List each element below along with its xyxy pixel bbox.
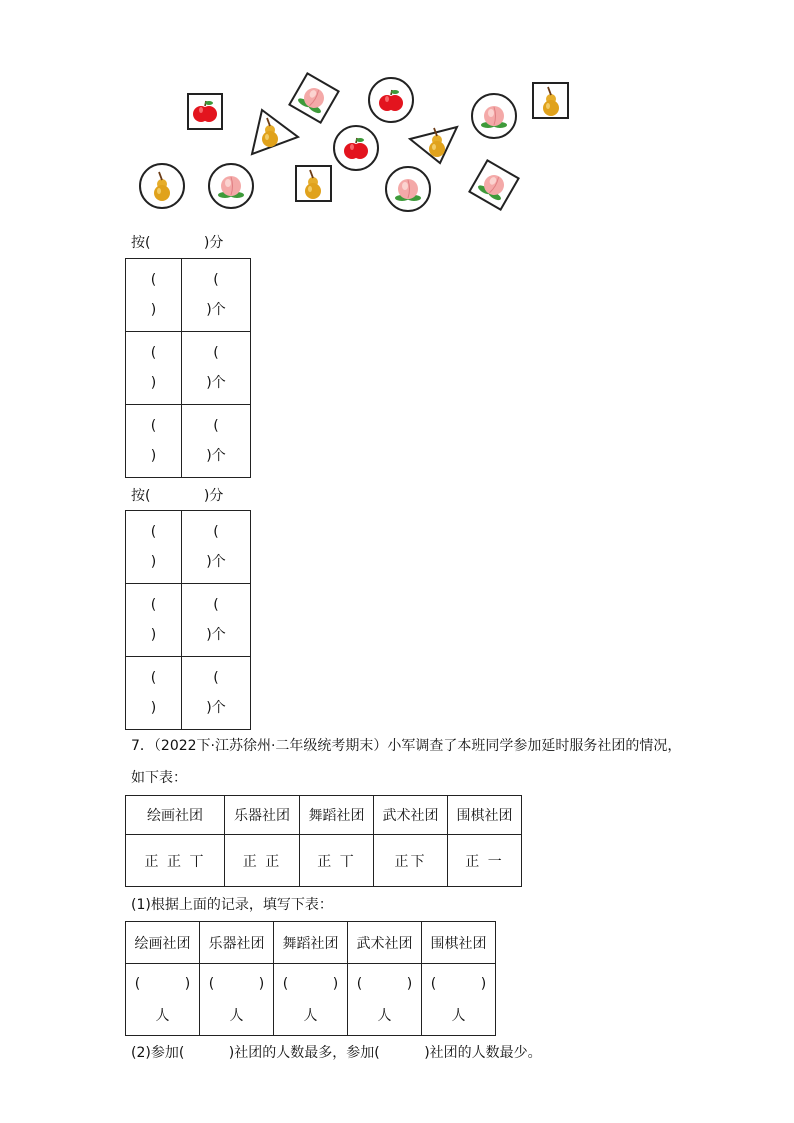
shape-circle — [369, 78, 413, 122]
blank-cell[interactable]: ( ) — [126, 657, 182, 730]
count-cell[interactable]: ( )个 — [182, 332, 251, 405]
table-row — [126, 835, 522, 887]
answer-cell[interactable]: ( ) 人 — [200, 964, 274, 1036]
count-cell[interactable]: ( )个 — [182, 511, 251, 584]
table-row — [126, 511, 251, 584]
shape-circle — [334, 126, 378, 170]
club-name: 围棋社团 — [422, 922, 496, 964]
shape-circle — [209, 164, 253, 208]
shape-square — [289, 73, 338, 122]
count-cell[interactable]: ( )个 — [182, 584, 251, 657]
tally-marks: 正下 — [374, 835, 448, 887]
tally-marks: 正 正 — [225, 835, 300, 887]
table-row — [126, 964, 496, 1036]
sort1-table — [125, 258, 251, 478]
question-7-part2: (2)参加( )社团的人数最多，参加( )社团的人数最少。 — [131, 1045, 542, 1061]
count-cell[interactable]: ( )个 — [182, 259, 251, 332]
tally-marks: 正 丅 — [300, 835, 374, 887]
question-7-text-cont: 如下表： — [131, 770, 187, 786]
sort1-heading: 按( )分 — [131, 235, 224, 251]
club-name: 武术社团 — [348, 922, 422, 964]
sort2-heading: 按( )分 — [131, 488, 224, 504]
table-row — [126, 405, 251, 478]
fruit-figure — [0, 0, 794, 230]
club-name: 武术社团 — [374, 796, 448, 835]
answer-cell[interactable]: ( ) 人 — [126, 964, 200, 1036]
answer-cell[interactable]: ( ) 人 — [422, 964, 496, 1036]
count-cell[interactable]: ( )个 — [182, 405, 251, 478]
table-row — [126, 796, 522, 835]
club-name: 乐器社团 — [225, 796, 300, 835]
table-row — [126, 259, 251, 332]
shape-square — [469, 160, 518, 209]
question-7-part1: (1)根据上面的记录，填写下表： — [131, 897, 333, 913]
sort2-table — [125, 510, 251, 730]
club-name: 乐器社团 — [200, 922, 274, 964]
count-cell[interactable]: ( )个 — [182, 657, 251, 730]
blank-cell[interactable]: ( ) — [126, 511, 182, 584]
shape-square — [188, 94, 222, 129]
answer-cell[interactable]: ( ) 人 — [348, 964, 422, 1036]
table-row — [126, 657, 251, 730]
club-name: 舞蹈社团 — [300, 796, 374, 835]
table-row — [126, 584, 251, 657]
club-name: 绘画社团 — [126, 796, 225, 835]
club-name: 绘画社团 — [126, 922, 200, 964]
tally-table — [125, 795, 522, 887]
club-name: 舞蹈社团 — [274, 922, 348, 964]
table-row — [126, 332, 251, 405]
shape-triangle — [252, 110, 298, 154]
blank-cell[interactable]: ( ) — [126, 259, 182, 332]
shape-circle — [140, 164, 184, 208]
shape-triangle — [410, 127, 457, 163]
fill-table — [125, 921, 496, 1036]
table-row — [126, 922, 496, 964]
shape-square — [533, 83, 568, 118]
answer-cell[interactable]: ( ) 人 — [274, 964, 348, 1036]
blank-cell[interactable]: ( ) — [126, 332, 182, 405]
shape-circle — [472, 94, 516, 138]
tally-marks: 正 一 — [448, 835, 522, 887]
question-7-text: 7．（2022下·江苏徐州·二年级统考期末）小军调查了本班同学参加延时服务社团的情况， — [131, 738, 682, 754]
blank-cell[interactable]: ( ) — [126, 584, 182, 657]
club-name: 围棋社团 — [448, 796, 522, 835]
blank-cell[interactable]: ( ) — [126, 405, 182, 478]
tally-marks: 正 正 丅 — [126, 835, 225, 887]
shape-circle — [386, 167, 430, 211]
shape-square — [296, 166, 331, 201]
